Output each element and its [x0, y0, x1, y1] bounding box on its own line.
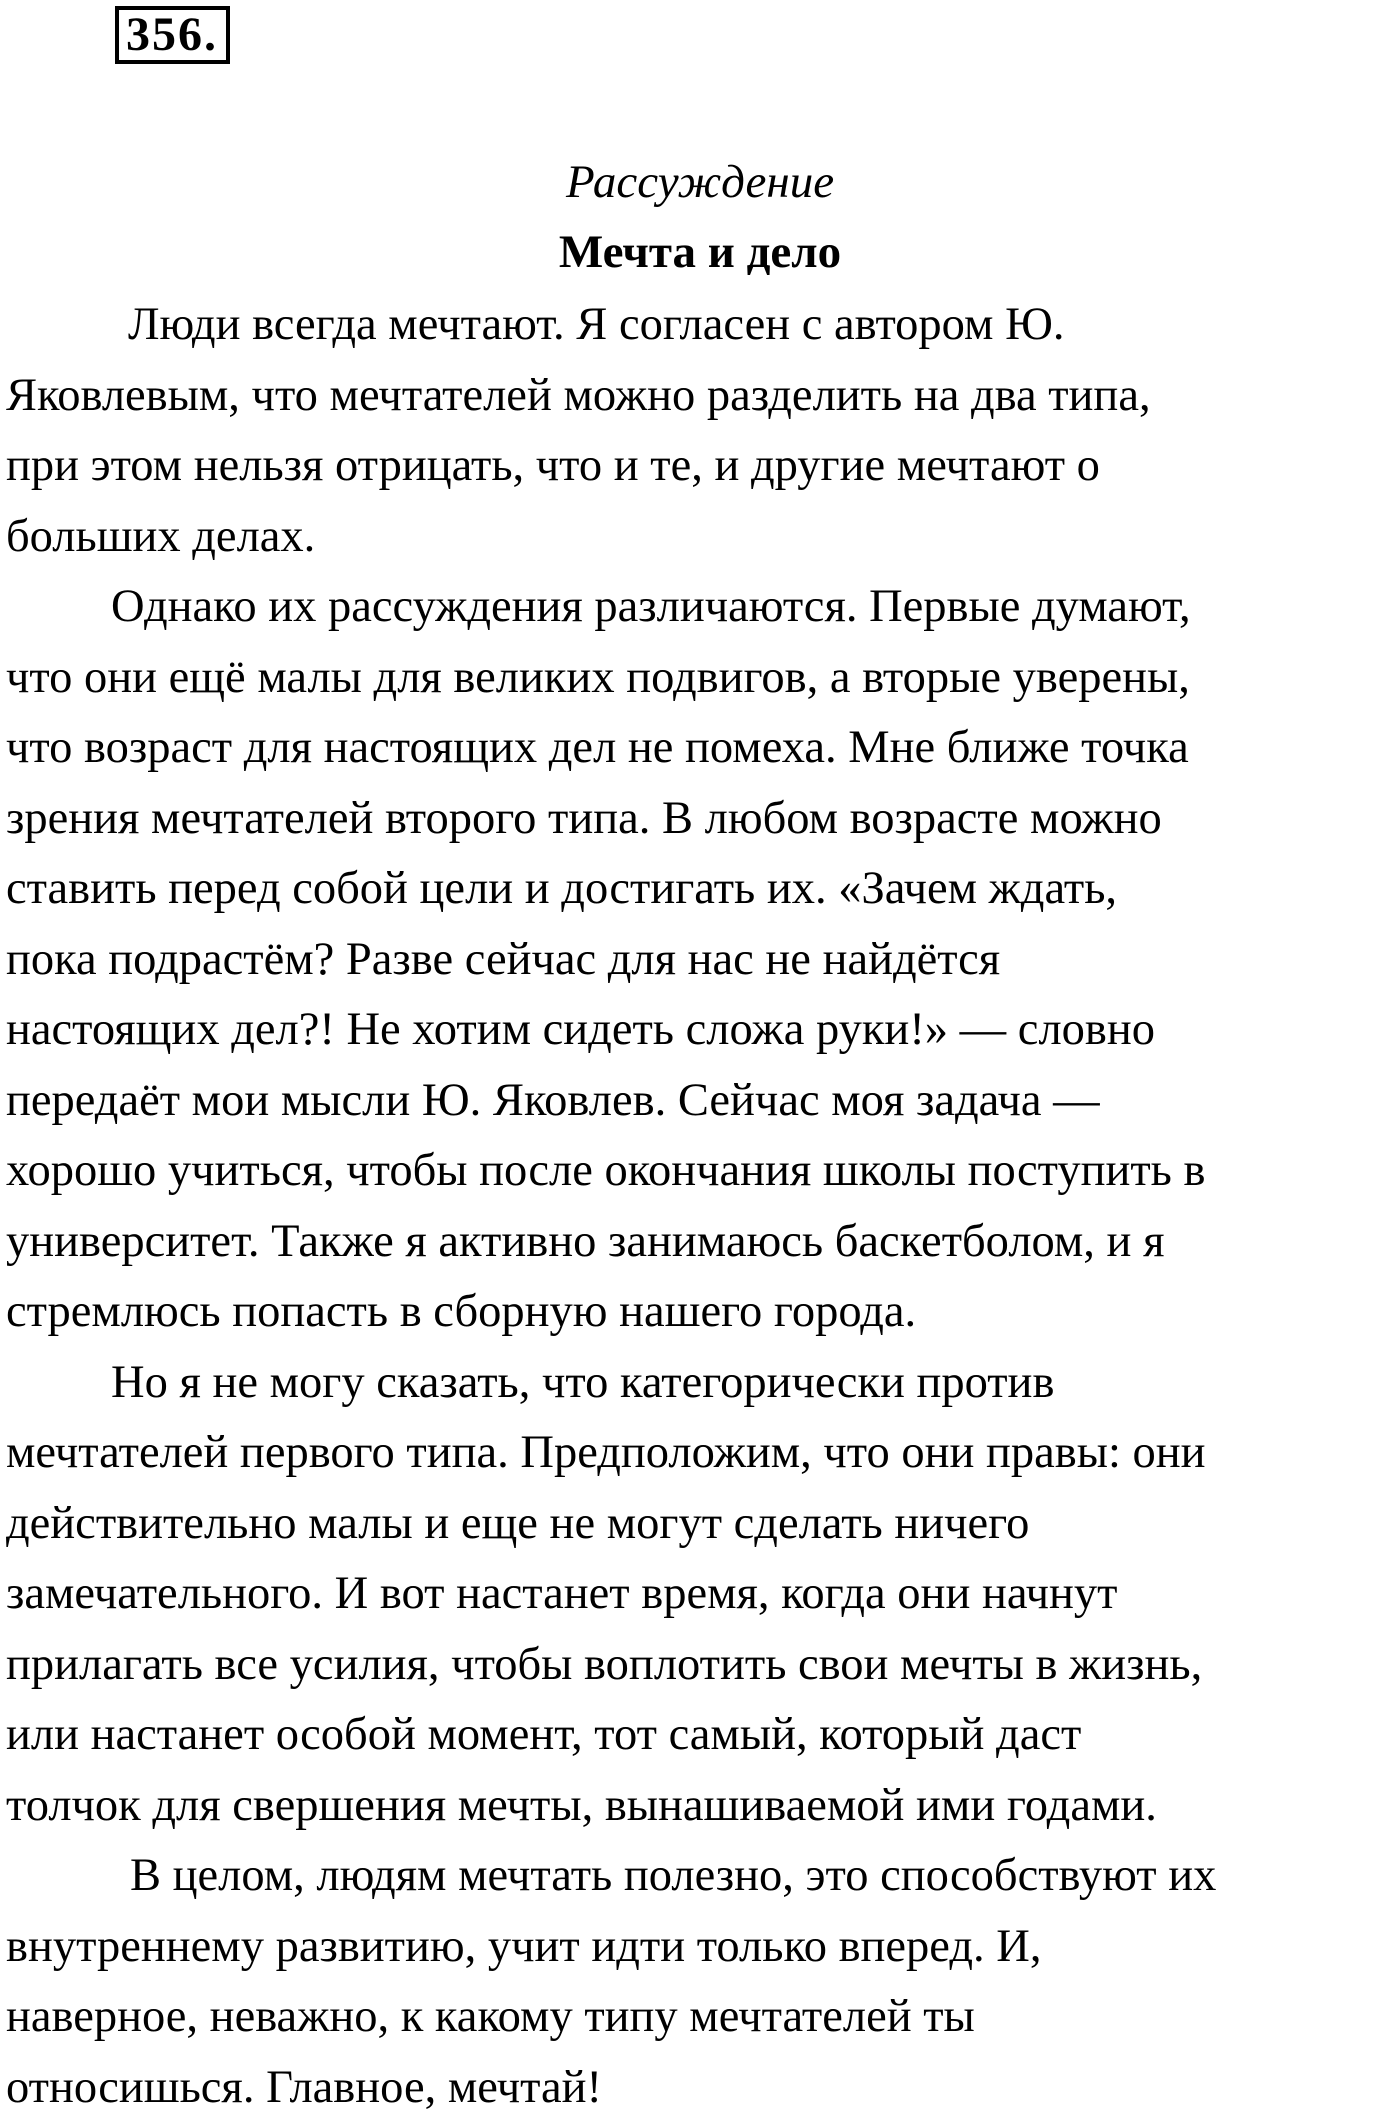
essay-body [6, 290, 1396, 2123]
essay-title: Мечта и дело [558, 226, 842, 278]
text-line: наверное, неважно, к какому типу мечтателей ты [6, 1991, 975, 2042]
text-line: Люди всегда мечтают. Я согласен с автором Ю. [128, 299, 1065, 350]
text-line: хорошо учиться, чтобы после окончания школы поступить в [6, 1145, 1206, 1196]
text-line: что возраст для настоящих дел не помеха. Мне ближе точка [6, 722, 1189, 773]
text-line: настоящих дел?! Не хотим сидеть сложа руки!» — словно [6, 1004, 1155, 1055]
text-line: толчок для свершения мечты, вынашиваемой ими годами. [6, 1779, 1157, 1831]
text-line: стремлюсь попасть в сборную нашего города. [6, 1286, 917, 1337]
text-line: зрения мечтателей второго типа. В любом возрасте можно [6, 792, 1162, 844]
text-line: Яковлевым, что мечтателей можно разделить на два типа, [6, 369, 1151, 421]
text-line: передаёт мои мысли Ю. Яковлев. Сейчас моя задача — [6, 1074, 1100, 1126]
text-line: прилагать все усилия, чтобы воплотить свои мечты в жизнь, [6, 1638, 1203, 1690]
text-line: В целом, людям мечтать полезно, это способствуют их [130, 1850, 1217, 1901]
text-line: действительно малы и еще не могут сделать ничего [6, 1497, 1030, 1549]
text-genre-heading: Рассуждение [565, 156, 835, 208]
text-line: или настанет особой момент, тот самый, который даст [6, 1709, 1082, 1760]
text-line: Однако их рассуждения различаются. Первые думают, [111, 581, 1191, 632]
text-line: относишься. Главное, мечтай! [6, 2061, 603, 2113]
exercise-number: 356. [115, 6, 230, 64]
text-line: университет. Также я активно занимаюсь баскетболом, и я [6, 1215, 1165, 1267]
text-line: при этом нельзя отрицать, что и те, и другие мечтают о [6, 440, 1100, 491]
text-line: больших делах. [6, 510, 316, 562]
text-line: мечтателей первого типа. Предположим, что они правы: они [6, 1427, 1206, 1478]
text-line: замечательного. И вот настанет время, когда они начнут [6, 1568, 1118, 1619]
text-line: пока подрастём? Разве сейчас для нас не найдётся [6, 933, 1001, 985]
text-line: ставить перед собой цели и достигать их. «Зачем ждать, [6, 863, 1118, 914]
text-line: что они ещё малы для великих подвигов, а вторые уверены, [6, 651, 1190, 703]
text-line: внутреннему развитию, учит идти только вперед. И, [6, 1920, 1042, 1972]
text-line: Но я не могу сказать, что категорически против [111, 1356, 1055, 1408]
